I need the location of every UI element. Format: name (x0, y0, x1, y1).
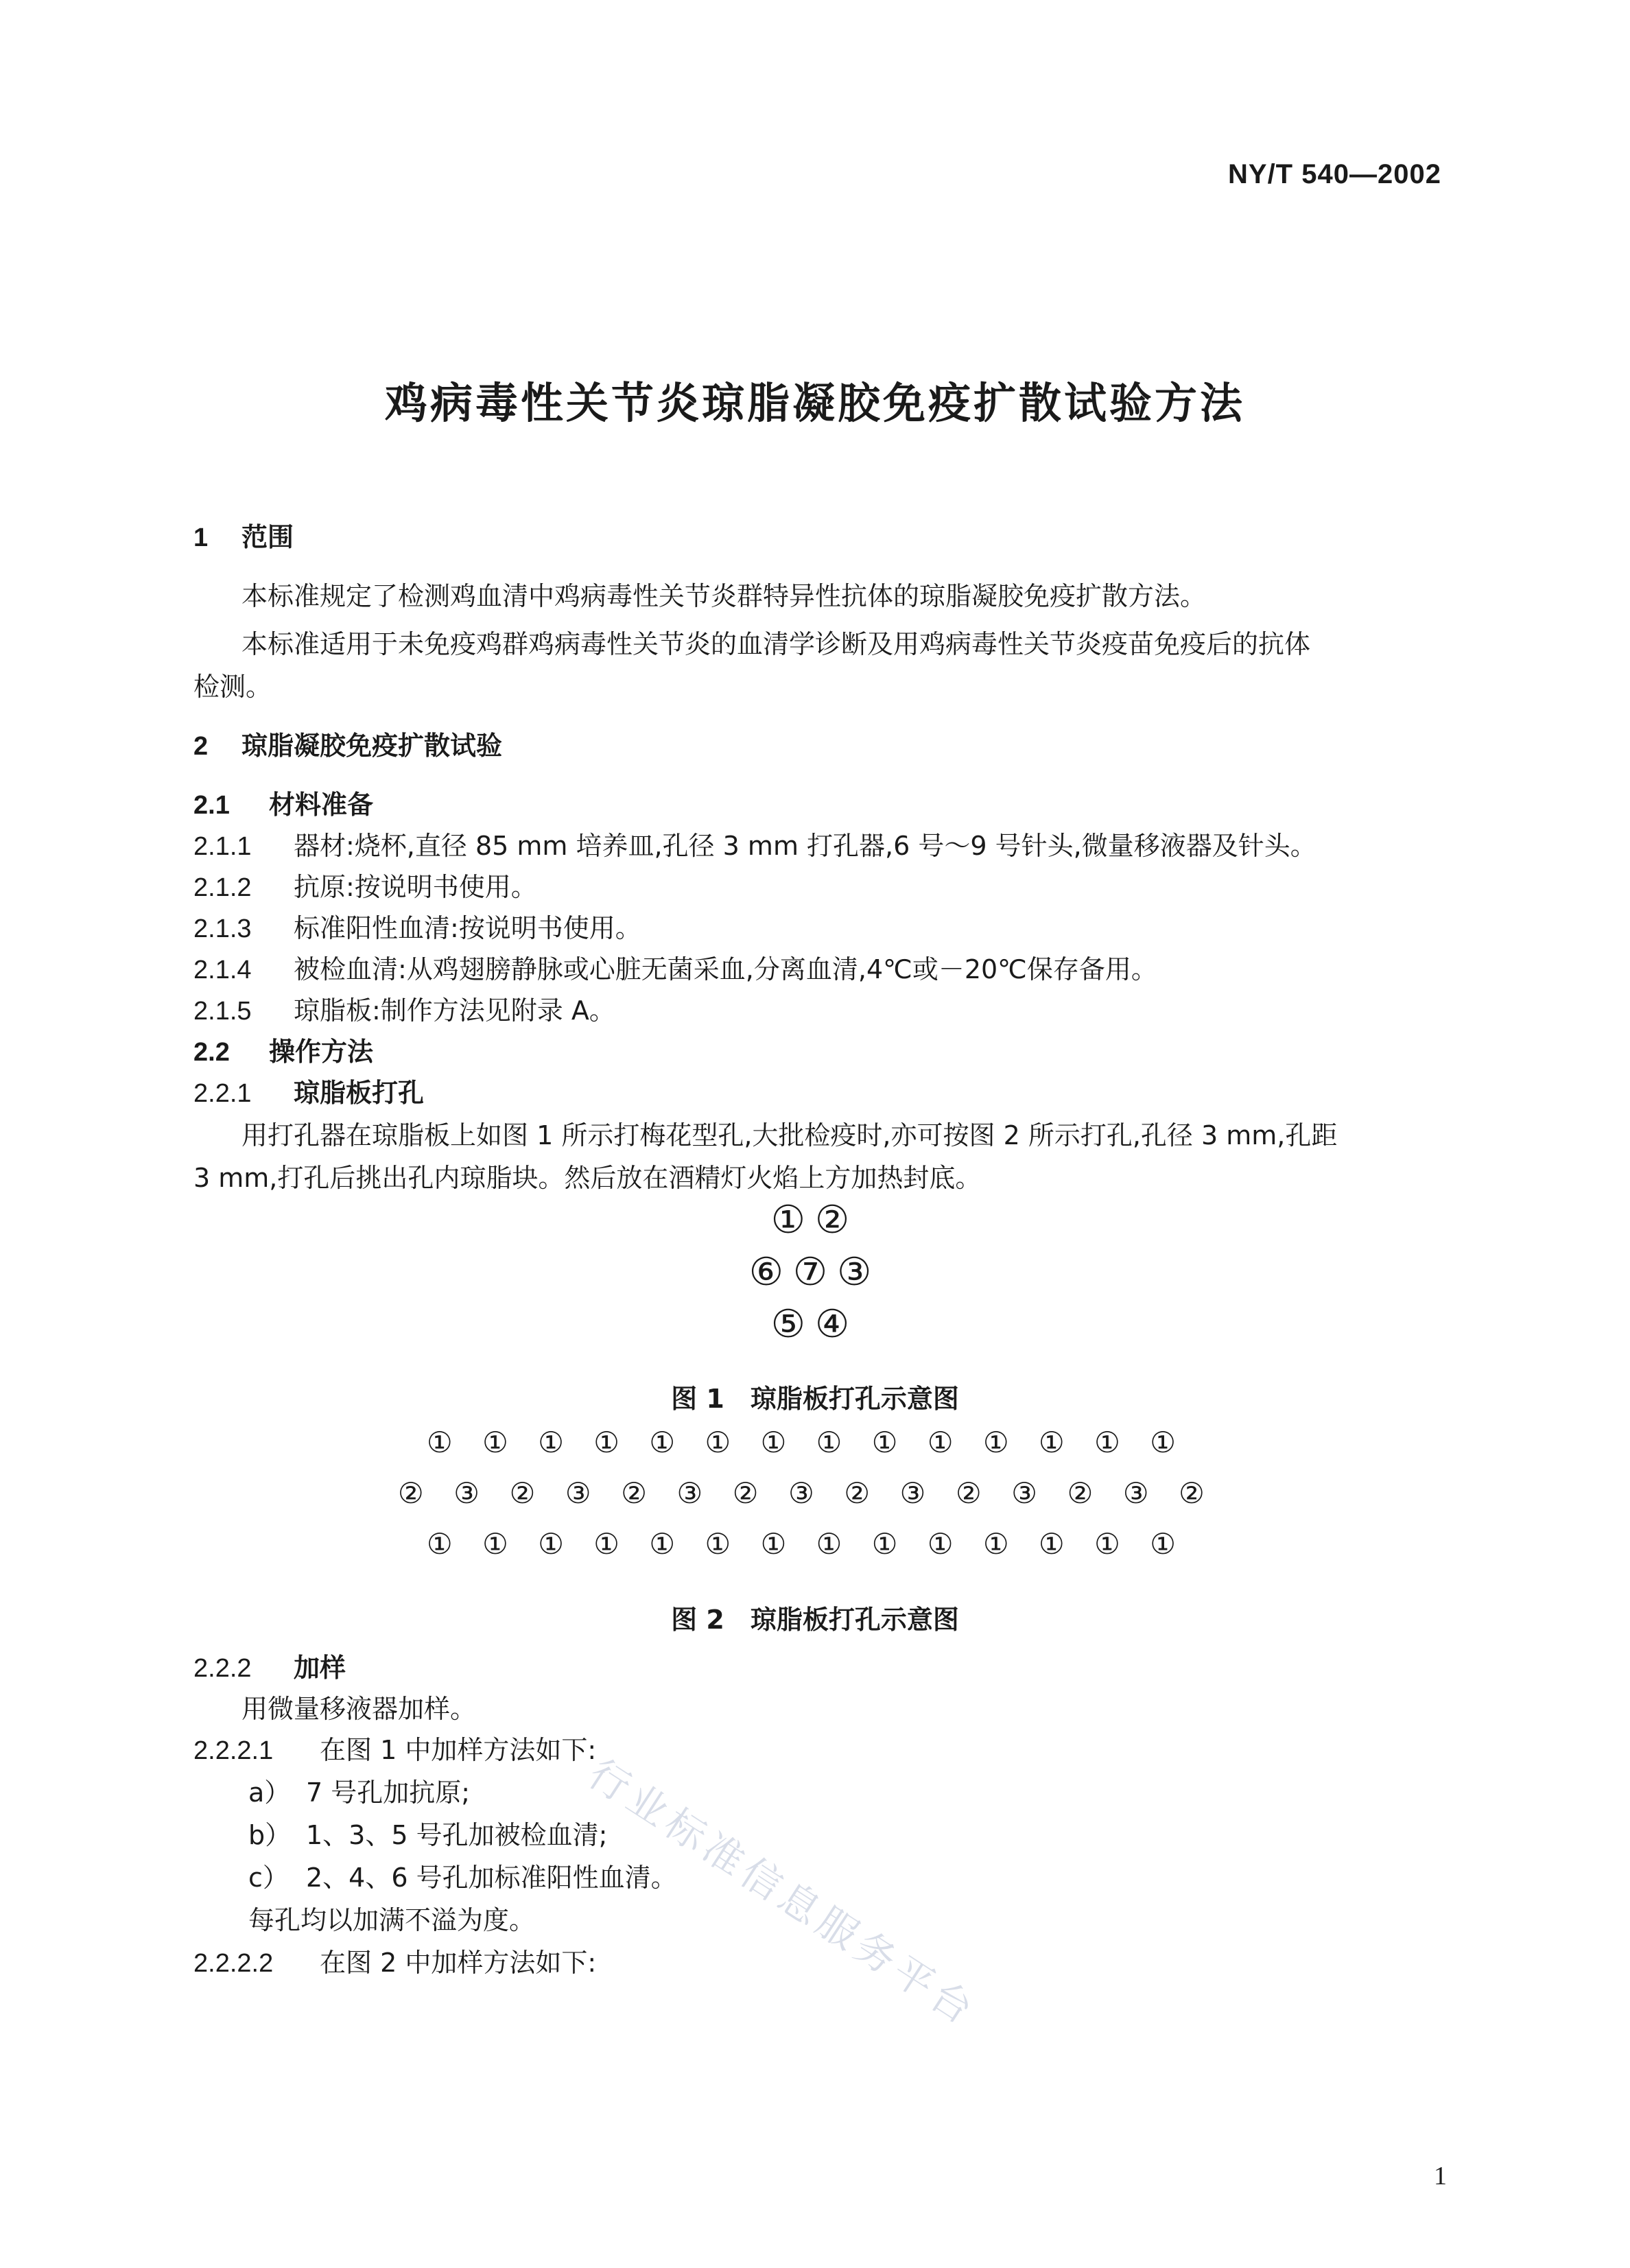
well-hole: ① (816, 1426, 842, 1459)
clause-number: 2.1.2 (193, 873, 252, 902)
clause-2-1-1 (193, 825, 1316, 862)
well-hole: ① (538, 1527, 564, 1561)
clause-number: 2.1.3 (193, 914, 252, 943)
watermark: 行业标准信息服务平台 (580, 1749, 986, 2036)
clause-text: 抗原:按说明书使用。 (294, 872, 537, 902)
well-hole: ① (982, 1527, 1009, 1561)
section-2-2-heading (193, 1030, 373, 1068)
figure-2-row-3 (427, 1527, 1176, 1561)
well-hole: ① (538, 1426, 564, 1459)
paragraph: 检测。 (193, 672, 272, 702)
list-item (248, 1856, 677, 1894)
well-hole: ③ (1122, 1476, 1149, 1510)
list-text: 1、3、5 号孔加被检血清; (306, 1820, 608, 1850)
list-label: c） (248, 1863, 289, 1893)
well-hole: ① (1094, 1527, 1120, 1561)
clause-number: 2.1.4 (193, 956, 252, 984)
clause-2-2-1 (193, 1072, 424, 1109)
list-text: 2、4、6 号孔加标准阳性血清。 (306, 1863, 677, 1893)
section-title: 范围 (241, 522, 294, 552)
well-hole: ② (398, 1476, 424, 1510)
well-hole: ① (705, 1527, 731, 1561)
clause-2-1-4 (193, 948, 1157, 986)
clause-2-2-2-1 (193, 1729, 596, 1767)
well-hole: ① (1039, 1426, 1065, 1459)
well-hole: ② (955, 1476, 982, 1510)
well-hole: ① (649, 1527, 676, 1561)
section-number: 2.2 (193, 1038, 230, 1067)
well-hole: ① (705, 1426, 731, 1459)
clause-number: 2.2.2.1 (193, 1736, 274, 1765)
paragraph: 每孔均以加满不溢为度。 (248, 1905, 536, 1935)
document-title: 鸡病毒性关节炎琼脂凝胶免疫扩散试验方法 (384, 378, 1245, 428)
figure-1-row-3: ⑤④ (770, 1302, 860, 1347)
paragraph: 本标准规定了检测鸡血清中鸡病毒性关节炎群特异性抗体的琼脂凝胶免疫扩散方法。 (241, 581, 1207, 611)
clause-2-1-5 (193, 989, 615, 1027)
well-hole: ① (1150, 1527, 1176, 1561)
well-hole: ① (816, 1527, 842, 1561)
well-hole: ① (593, 1426, 619, 1459)
well-hole: ① (927, 1426, 954, 1459)
section-number: 2 (193, 732, 209, 761)
well-hole: ③ (453, 1476, 480, 1510)
clause-number: 2.2.1 (193, 1079, 252, 1108)
well-hole: ③ (788, 1476, 814, 1510)
well-hole: ① (649, 1426, 676, 1459)
well-hole: ① (760, 1426, 787, 1459)
clause-text: 标准阳性血清:按说明书使用。 (294, 913, 641, 943)
well-hole: ② (621, 1476, 647, 1510)
section-number: 2.1 (193, 791, 230, 820)
well-hole: ② (732, 1476, 759, 1510)
list-item (248, 1771, 470, 1809)
well-hole: ① (871, 1527, 898, 1561)
well-hole: ② (844, 1476, 871, 1510)
figure-2-row-1 (427, 1426, 1176, 1459)
section-1-heading (193, 516, 294, 554)
figure-1-row-2: ⑥⑦③ (748, 1250, 882, 1295)
well-hole: ① (1039, 1527, 1065, 1561)
well-hole: ① (927, 1527, 954, 1561)
well-hole: ① (760, 1527, 787, 1561)
clause-text: 在图 1 中加样方法如下: (320, 1735, 597, 1765)
well-hole: ① (482, 1527, 508, 1561)
section-title: 操作方法 (269, 1037, 374, 1067)
paragraph: 本标准适用于未免疫鸡群鸡病毒性关节炎的血清学诊断及用鸡病毒性关节炎疫苗免疫后的抗体 (241, 629, 1311, 659)
clause-text: 琼脂板:制作方法见附录 A。 (294, 995, 615, 1026)
section-title: 琼脂凝胶免疫扩散试验 (241, 731, 503, 761)
paragraph: 用打孔器在琼脂板上如图 1 所示打梅花型孔,大批检疫时,亦可按图 2 所示打孔,孔径 3 mm,孔距 (241, 1120, 1338, 1150)
well-hole: ② (509, 1476, 536, 1510)
section-2-1-heading (193, 783, 373, 821)
well-hole: ① (1094, 1426, 1120, 1459)
clause-text: 器材:烧杯,直径 85 mm 培养皿,孔径 3 mm 打孔器,6 号～9 号针头,微量移液器及针头。 (294, 831, 1316, 861)
clause-2-2-2-2 (193, 1941, 596, 1979)
clause-text: 在图 2 中加样方法如下: (320, 1948, 597, 1978)
clause-2-1-2 (193, 866, 537, 903)
clause-2-2-2 (193, 1646, 346, 1684)
well-hole: ③ (676, 1476, 703, 1510)
section-number: 1 (193, 523, 209, 552)
well-hole: ① (427, 1426, 453, 1459)
clause-number: 2.1.5 (193, 997, 252, 1026)
clause-2-1-3 (193, 907, 641, 945)
well-hole: ① (427, 1527, 453, 1561)
list-text: 7 号孔加抗原; (306, 1777, 471, 1808)
list-label: b） (248, 1820, 292, 1850)
clause-number: 2.2.2.2 (193, 1949, 274, 1978)
standard-number: NY/T 540—2002 (1228, 159, 1441, 189)
list-item (248, 1814, 607, 1852)
well-hole: ① (982, 1426, 1009, 1459)
clause-number: 2.2.2 (193, 1654, 252, 1683)
well-hole: ③ (565, 1476, 591, 1510)
section-2-heading (193, 724, 502, 762)
clause-title: 琼脂板打孔 (294, 1078, 425, 1108)
figure-2-caption: 图 2 琼脂板打孔示意图 (671, 1605, 959, 1635)
page-number: 1 (1434, 2162, 1447, 2190)
well-hole: ② (1179, 1476, 1205, 1510)
figure-1-row-1: ①② (770, 1198, 860, 1242)
clause-title: 加样 (294, 1653, 346, 1683)
figure-1-caption: 图 1 琼脂板打孔示意图 (671, 1384, 959, 1414)
well-hole: ③ (1011, 1476, 1037, 1510)
well-hole: ② (1067, 1476, 1094, 1510)
well-hole: ① (482, 1426, 508, 1459)
figure-2-row-2 (398, 1476, 1205, 1510)
paragraph: 3 mm,打孔后挑出孔内琼脂块。然后放在酒精灯火焰上方加热封底。 (193, 1163, 982, 1193)
well-hole: ③ (899, 1476, 926, 1510)
paragraph: 用微量移液器加样。 (241, 1694, 477, 1724)
clause-number: 2.1.1 (193, 832, 252, 861)
list-label: a） (248, 1777, 291, 1808)
section-title: 材料准备 (269, 790, 374, 820)
well-hole: ① (1150, 1426, 1176, 1459)
well-hole: ① (871, 1426, 898, 1459)
clause-text: 被检血清:从鸡翅膀静脉或心脏无菌采血,分离血清,4℃或－20℃保存备用。 (294, 954, 1157, 984)
well-hole: ① (593, 1527, 619, 1561)
